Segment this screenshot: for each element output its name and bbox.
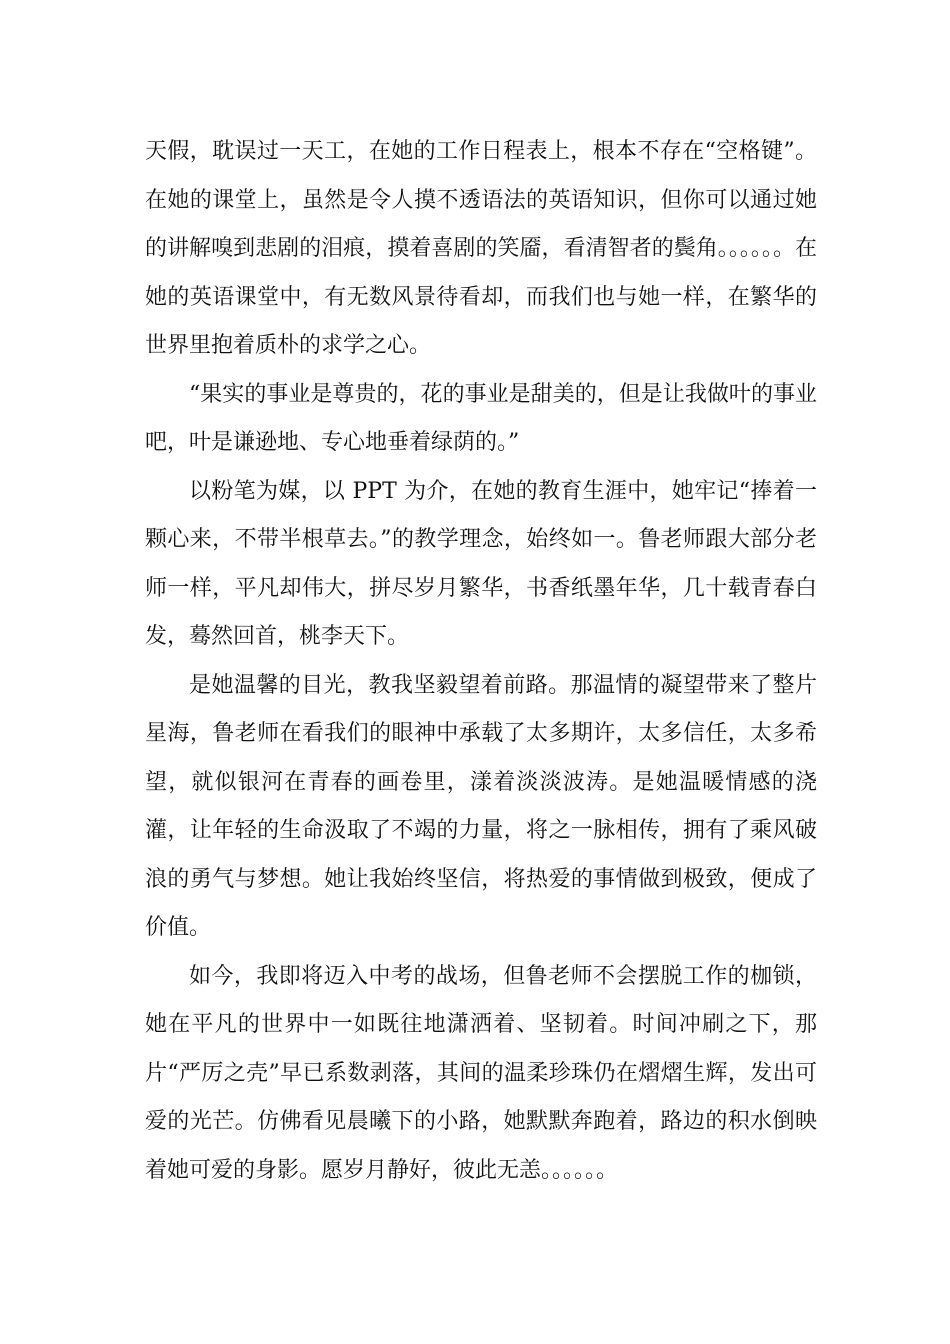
paragraph-1: 天假，耽误过一天工，在她的工作日程表上，根本不存在“空格键”。在她的课堂上，虽然是令人摸不透语法的英语知识，但你可以通过她的讲解嗅到悲剧的泪痕，摸着喜剧的笑靥，看清智者的鬓角。。。。。。在她的英语课堂中，有无数风景待看却，而我们也与她一样，在繁华的世界里抱着质朴的求学之心。 xyxy=(145,139,817,358)
paragraph-5: 如今，我即将迈入中考的战场，但鲁老师不会摆脱工作的枷锁，她在平凡的世界中一如既往地潇洒着、坚韧着。时间冲刷之下，那片“严厉之壳”早已系数剥落，其间的温柔珍珠仍在熠熠生辉，发出可爱的光芒。仿佛看见晨曦下的小路，她默默奔跑着，路边的积水倒映着她可爱的身影。愿岁月静好，彼此无恙。。。。。。 xyxy=(145,963,817,1183)
paragraph-3: 以粉笔为媒，以 PPT 为介，在她的教育生涯中，她牢记“捧着一颗心来，不带半根草去。”的教学理念，始终如一。鲁老师跟大部分老师一样，平凡却伟大，拼尽岁月繁华，书香纸墨年华，几十载青春白发，蓦然回首，桃李天下。 xyxy=(145,478,817,649)
paragraph-4: 是她温馨的目光，教我坚毅望着前路。那温情的凝望带来了整片星海，鲁老师在看我们的眼神中承载了太多期许，太多信任，太多希望，就似银河在青春的画卷里，漾着淡淡波涛。是她温暖情感的浇灌，让年轻的生命汲取了不竭的力量，将之一脉相传，拥有了乘风破浪的勇气与梦想。她让我始终坚信，将热爱的事情做到极致，便成了价值。 xyxy=(145,672,817,940)
document-body xyxy=(145,128,817,1195)
paragraph-2-quote: “果实的事业是尊贵的，花的事业是甜美的，但是让我做叶的事业吧，叶是谦逊地、专心地垂着绿荫的。” xyxy=(145,381,817,455)
